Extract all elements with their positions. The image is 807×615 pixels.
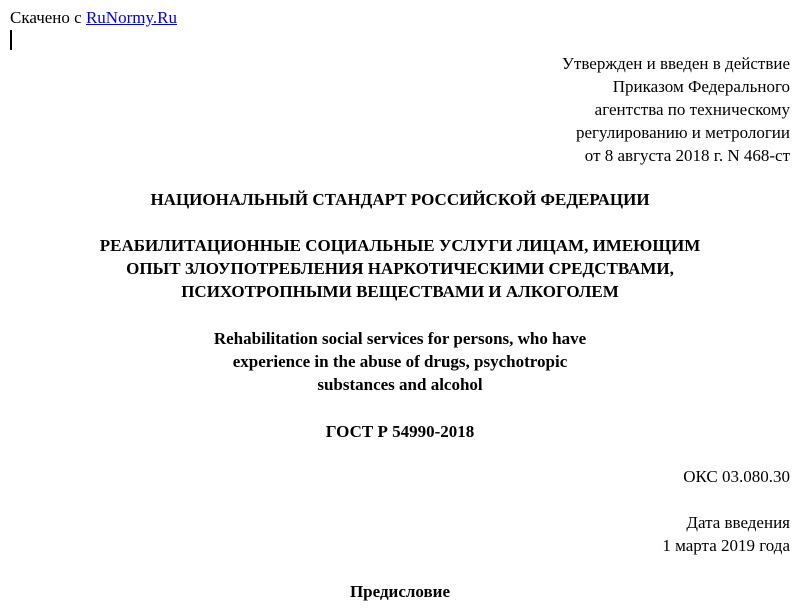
- foreword-heading: Предисловие: [349, 582, 451, 601]
- approval-line: Утвержден и введен в действие: [561, 54, 790, 73]
- title-en-line: substances and alcohol: [317, 375, 483, 394]
- approval-line: Приказом Федерального: [612, 77, 790, 96]
- source-line: [10, 6, 177, 29]
- foreword-heading-block: [0, 580, 800, 603]
- intro-date-value: 1 марта 2019 года: [662, 536, 790, 555]
- intro-date-label: Дата введения: [686, 513, 790, 532]
- approval-line: от 8 августа 2018 г. N 468-ст: [584, 146, 790, 165]
- oks-code-block: [683, 465, 790, 488]
- intro-date-block: [662, 511, 790, 557]
- oks-code: ОКС 03.080.30: [683, 467, 790, 486]
- title-en-line: Rehabilitation social services for persons, who have: [213, 329, 587, 348]
- approval-line: агентства по техническому: [594, 100, 790, 119]
- title-en-line: experience in the abuse of drugs, psychotropic: [232, 352, 568, 371]
- gost-number: ГОСТ Р 54990-2018: [325, 422, 475, 441]
- title-ru-line: ОПЫТ ЗЛОУПОТРЕБЛЕНИЯ НАРКОТИЧЕСКИМИ СРЕДСТВАМИ,: [126, 259, 674, 278]
- standard-type-heading: [0, 188, 800, 211]
- title-ru-line: РЕАБИЛИТАЦИОННЫЕ СОЦИАЛЬНЫЕ УСЛУГИ ЛИЦАМ, ИМЕЮЩИМ: [99, 236, 701, 255]
- title-ru-line: ПСИХОТРОПНЫМИ ВЕЩЕСТВАМИ И АЛКОГОЛЕМ: [181, 282, 619, 301]
- title-ru: [0, 234, 800, 303]
- text-cursor: [10, 30, 12, 50]
- title-en: [0, 327, 800, 396]
- source-prefix: Скачено с: [10, 8, 82, 27]
- approval-line: регулированию и метрологии: [575, 123, 790, 142]
- source-link[interactable]: RuNormy.Ru: [85, 8, 177, 27]
- gost-number-heading: [0, 420, 800, 443]
- standard-type: НАЦИОНАЛЬНЫЙ СТАНДАРТ РОССИЙСКОЙ ФЕДЕРАЦИИ: [150, 190, 650, 209]
- approval-block: [562, 52, 790, 167]
